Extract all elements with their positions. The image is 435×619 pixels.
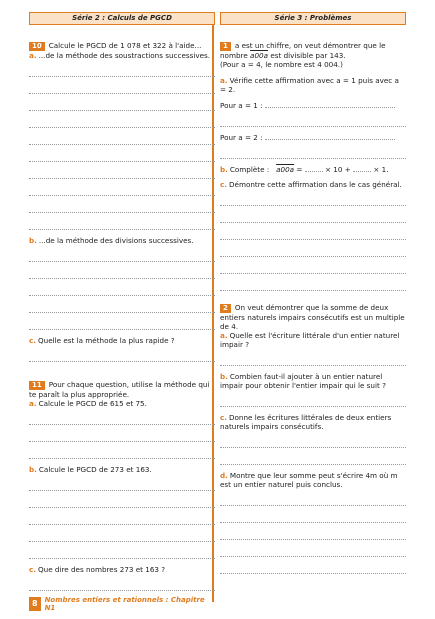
- answer-lines: [220, 489, 406, 574]
- question-text: Montre que leur somme peut s'écrire 4m où m est un entier naturel puis conclus.: [220, 471, 398, 489]
- answer-blank[interactable]: [265, 101, 395, 108]
- answer-lines: [220, 349, 406, 366]
- exercise-number: 1: [220, 42, 231, 51]
- answer-blank[interactable]: [265, 133, 395, 140]
- exercise-number: 11: [29, 381, 45, 390]
- question-text: ...de la méthode des soustractions successives.: [38, 51, 211, 60]
- number-overline: a00a: [276, 165, 295, 174]
- answer-blank[interactable]: [305, 165, 323, 172]
- answer-prompt: Pour a = 2 :: [220, 133, 263, 142]
- series-2-header: Série 2 : Calculs de PGCD: [29, 12, 215, 25]
- question-text: Complète :: [229, 165, 270, 174]
- question-text: Quelle est la méthode la plus rapide ?: [38, 336, 175, 345]
- answer-lines: [220, 431, 406, 465]
- question-label: a.: [29, 51, 37, 60]
- exercise-2: [220, 303, 406, 574]
- question-label: b.: [220, 372, 228, 381]
- formula-times-10: × 10: [325, 165, 343, 174]
- answer-lines: [220, 189, 406, 291]
- formula-equals: =: [296, 165, 303, 174]
- formula-times-1: × 1.: [373, 165, 389, 174]
- number-overline: a00a: [250, 51, 269, 60]
- exercise-text: a est un chiffre, on veut démontrer que le nombre: [220, 41, 386, 60]
- answer-lines: [29, 245, 215, 330]
- question-text: Vérifie cette affirmation avec a = 1 puis avec a = 2.: [220, 76, 399, 94]
- question-label: a.: [220, 76, 228, 85]
- exercise-text: Calcule le PGCD de 1 078 et 322 à l'aide...: [48, 41, 202, 50]
- answer-lines: [29, 408, 215, 459]
- exercise-text: On veut démontrer que la somme de deux entiers naturels impairs consécutifs est un multiple de 4.: [220, 303, 405, 331]
- question-label: a.: [29, 399, 37, 408]
- answer-lines: [220, 390, 406, 407]
- formula-plus: +: [344, 165, 351, 174]
- question-text: Quelle est l'écriture littérale d'un entier naturel impair ?: [220, 331, 400, 349]
- answer-lines: [29, 60, 215, 230]
- question-label: b.: [220, 165, 228, 174]
- exercise-text: est divisible par 143.: [270, 51, 346, 60]
- question-text: Calcule le PGCD de 615 et 75.: [38, 399, 147, 408]
- question-text: Calcule le PGCD de 273 et 163.: [38, 465, 152, 474]
- exercise-note: (Pour a = 4, le nombre est 4 004.): [220, 60, 343, 69]
- left-column: [29, 12, 215, 591]
- exercise-10: [29, 41, 215, 362]
- question-text: Démontre cette affirmation dans le cas général.: [229, 180, 402, 189]
- page-footer: [29, 597, 209, 611]
- question-label: b.: [29, 236, 37, 245]
- series-3-header: Série 3 : Problèmes: [220, 12, 406, 25]
- answer-lines: [29, 345, 215, 362]
- exercise-text: Pour chaque question, utilise la méthode qui te paraît la plus appropriée.: [29, 380, 210, 399]
- right-column: [220, 12, 406, 574]
- answer-blank[interactable]: [353, 165, 371, 172]
- answer-prompt: Pour a = 1 :: [220, 101, 263, 110]
- answer-lines: [29, 474, 215, 559]
- exercise-1: [220, 41, 406, 291]
- question-text: Que dire des nombres 273 et 163 ?: [38, 565, 166, 574]
- question-text: ...de la méthode des divisions successives.: [38, 236, 194, 245]
- chapter-title: Nombres entiers et rationnels : Chapitre N1: [44, 596, 205, 612]
- question-label: c.: [220, 180, 227, 189]
- question-text: Combien faut-il ajouter à un entier naturel impair pour obtenir l'entier impair qui le suit ?: [220, 372, 386, 390]
- question-label: b.: [29, 465, 37, 474]
- question-label: a.: [220, 331, 228, 340]
- question-text: Donne les écritures littérales de deux entiers naturels impairs consécutifs.: [220, 413, 392, 431]
- exercise-number: 10: [29, 42, 45, 51]
- answer-lines: [29, 574, 215, 591]
- exercise-11: [29, 380, 215, 591]
- page-number: 8: [29, 597, 41, 611]
- question-label: d.: [220, 471, 228, 480]
- question-label: c.: [29, 565, 36, 574]
- question-label: c.: [220, 413, 227, 422]
- question-label: c.: [29, 336, 36, 345]
- exercise-number: 2: [220, 304, 231, 313]
